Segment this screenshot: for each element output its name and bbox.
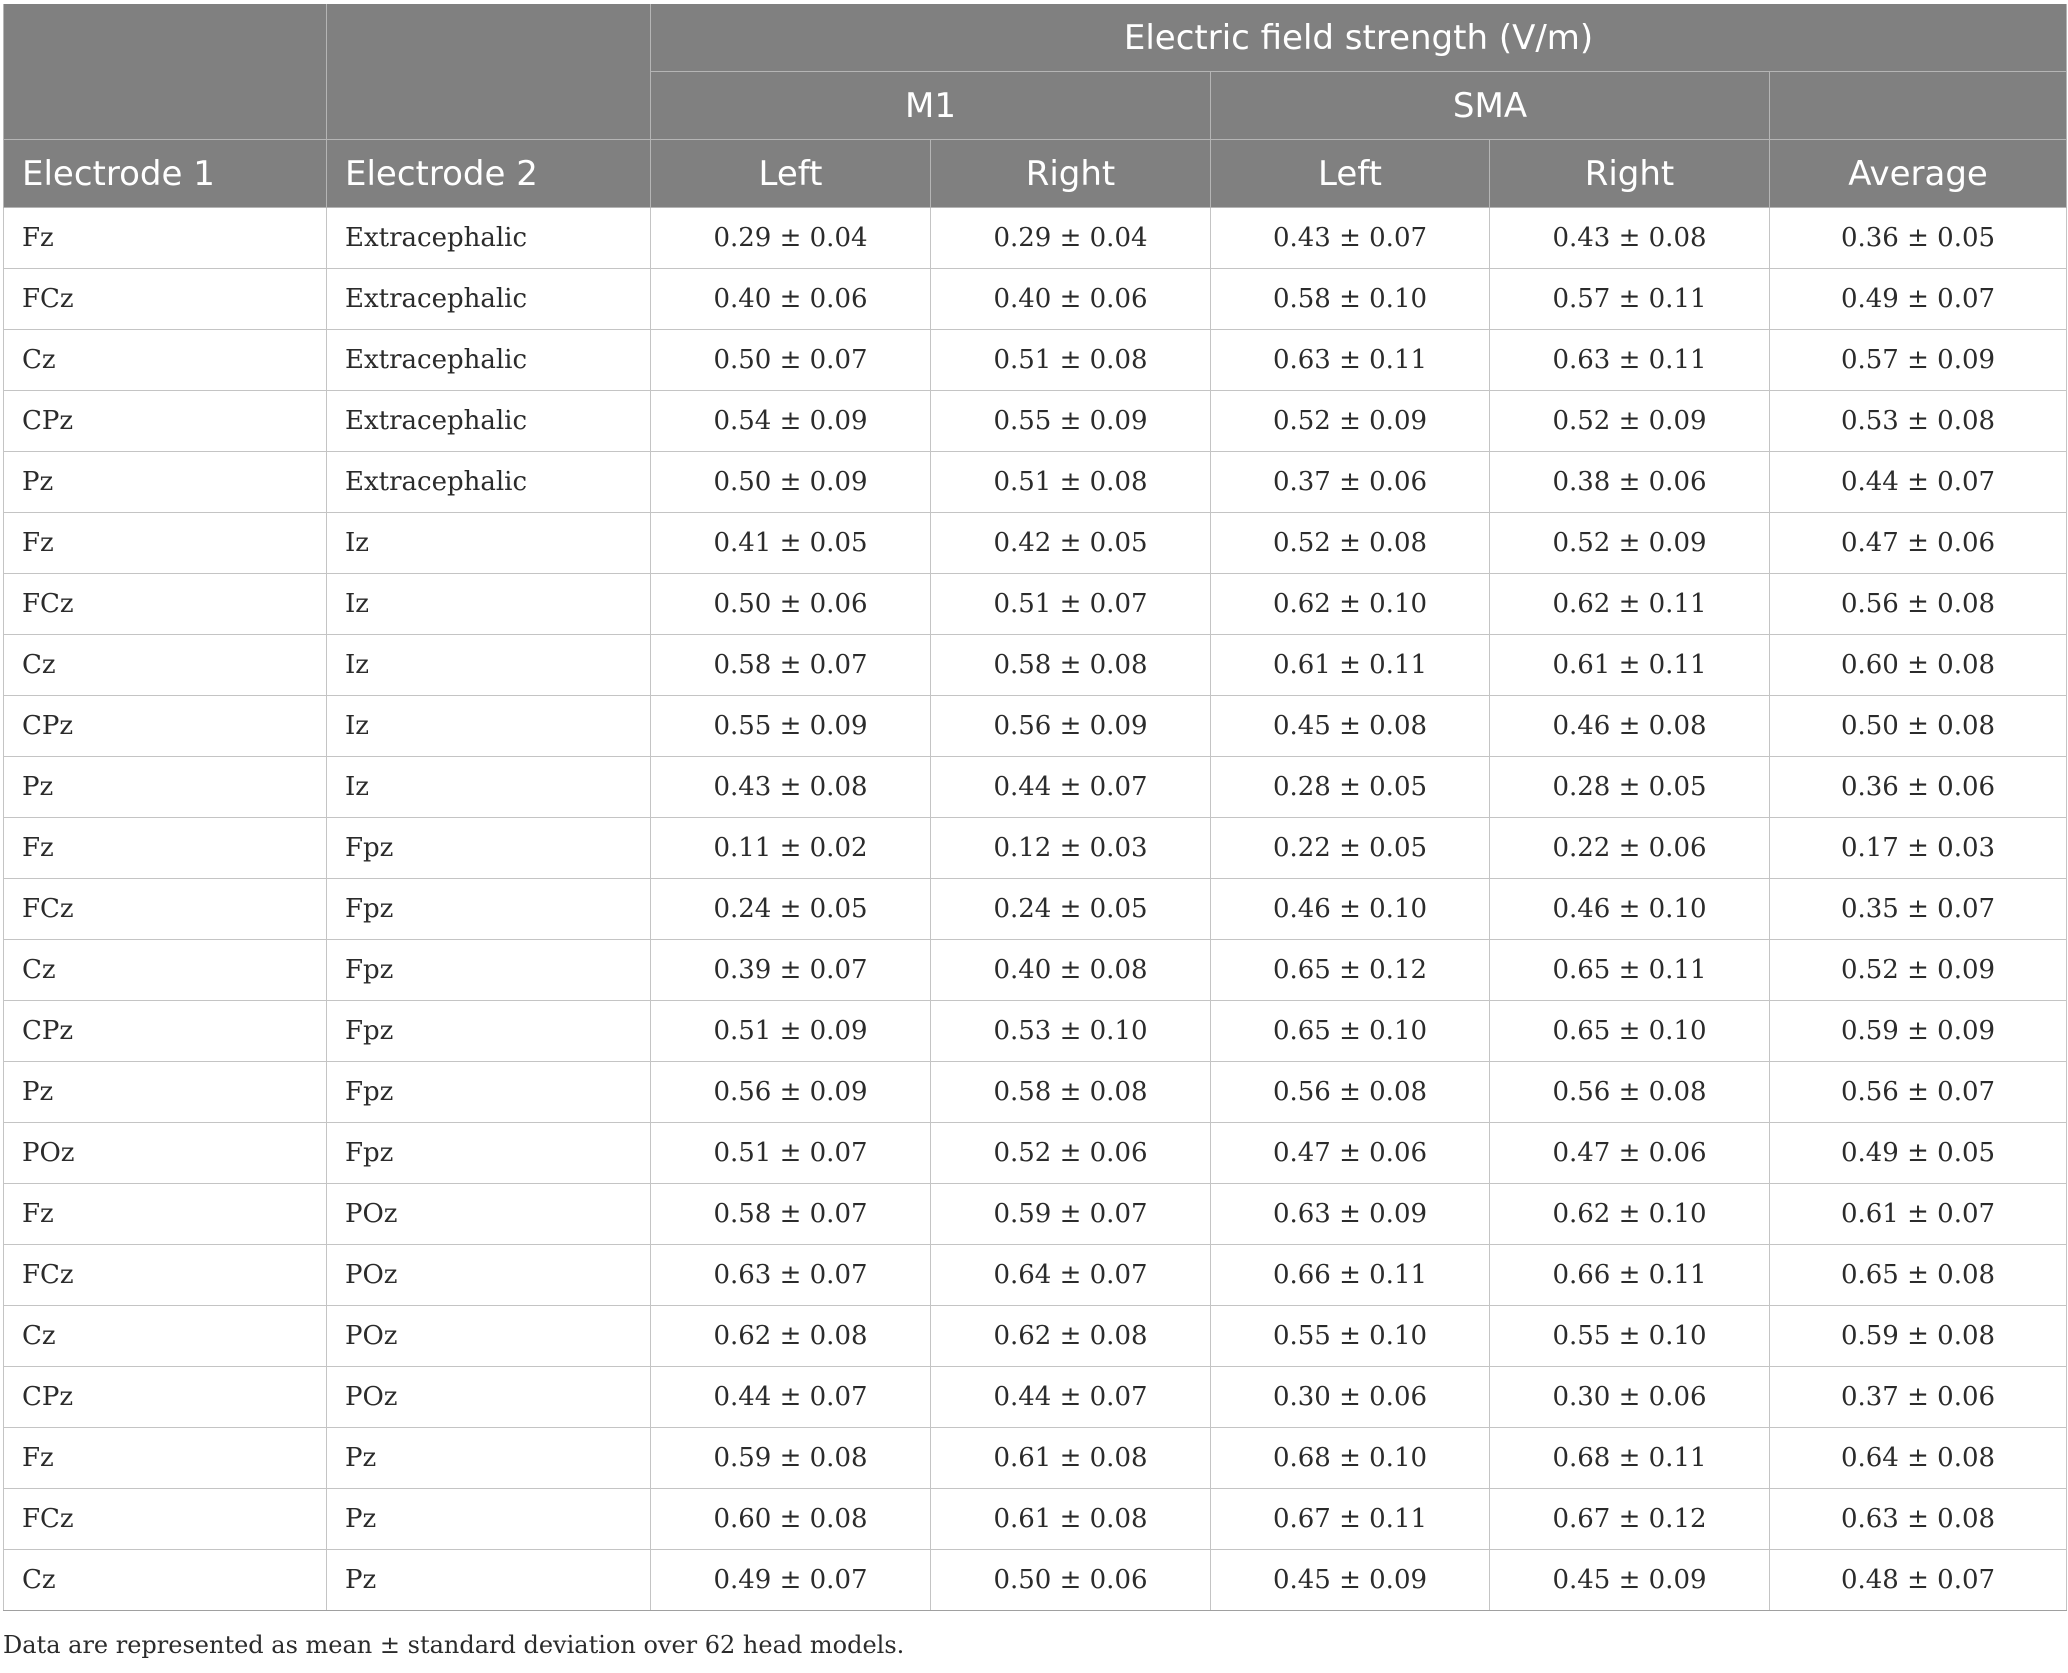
cell-electrode-1: FCz xyxy=(4,574,327,635)
cell-m1-left: 0.58 ± 0.07 xyxy=(651,635,931,696)
table-row xyxy=(4,1550,2067,1611)
cell-electrode-2: Pz xyxy=(327,1428,651,1489)
cell-m1-right: 0.64 ± 0.07 xyxy=(931,1245,1211,1306)
cell-m1-left: 0.43 ± 0.08 xyxy=(651,757,931,818)
cell-sma-right: 0.43 ± 0.08 xyxy=(1490,208,1770,269)
cell-sma-right: 0.66 ± 0.11 xyxy=(1490,1245,1770,1306)
cell-average: 0.57 ± 0.09 xyxy=(1770,330,2067,391)
cell-m1-right: 0.40 ± 0.06 xyxy=(931,269,1211,330)
cell-electrode-2: Iz xyxy=(327,513,651,574)
cell-electrode-1: Pz xyxy=(4,757,327,818)
table-row xyxy=(4,635,2067,696)
cell-electrode-1: Cz xyxy=(4,635,327,696)
cell-electrode-1: FCz xyxy=(4,1489,327,1550)
table-row xyxy=(4,1245,2067,1306)
cell-average: 0.49 ± 0.07 xyxy=(1770,269,2067,330)
cell-sma-right: 0.67 ± 0.12 xyxy=(1490,1489,1770,1550)
cell-average: 0.61 ± 0.07 xyxy=(1770,1184,2067,1245)
cell-electrode-2: POz xyxy=(327,1306,651,1367)
cell-m1-left: 0.62 ± 0.08 xyxy=(651,1306,931,1367)
cell-m1-left: 0.54 ± 0.09 xyxy=(651,391,931,452)
table-row xyxy=(4,696,2067,757)
cell-sma-right: 0.52 ± 0.09 xyxy=(1490,391,1770,452)
header-sma: SMA xyxy=(1211,72,1770,140)
cell-average: 0.52 ± 0.09 xyxy=(1770,940,2067,1001)
cell-sma-right: 0.56 ± 0.08 xyxy=(1490,1062,1770,1123)
cell-electrode-1: Pz xyxy=(4,1062,327,1123)
electric-field-table xyxy=(3,4,2067,1611)
cell-sma-right: 0.65 ± 0.11 xyxy=(1490,940,1770,1001)
cell-m1-right: 0.58 ± 0.08 xyxy=(931,1062,1211,1123)
header-row-columns xyxy=(4,140,2067,208)
cell-sma-left: 0.56 ± 0.08 xyxy=(1211,1062,1490,1123)
cell-electrode-2: Iz xyxy=(327,757,651,818)
cell-electrode-1: CPz xyxy=(4,1001,327,1062)
cell-sma-right: 0.61 ± 0.11 xyxy=(1490,635,1770,696)
table-row xyxy=(4,1001,2067,1062)
cell-sma-right: 0.46 ± 0.10 xyxy=(1490,879,1770,940)
cell-electrode-2: POz xyxy=(327,1184,651,1245)
cell-m1-left: 0.55 ± 0.09 xyxy=(651,696,931,757)
cell-electrode-1: CPz xyxy=(4,1367,327,1428)
cell-electrode-1: CPz xyxy=(4,696,327,757)
header-blank-3 xyxy=(1770,72,2067,140)
cell-m1-left: 0.24 ± 0.05 xyxy=(651,879,931,940)
table-row xyxy=(4,391,2067,452)
cell-sma-left: 0.52 ± 0.08 xyxy=(1211,513,1490,574)
cell-sma-left: 0.58 ± 0.10 xyxy=(1211,269,1490,330)
cell-electrode-2: Pz xyxy=(327,1550,651,1611)
cell-electrode-2: Fpz xyxy=(327,818,651,879)
cell-sma-left: 0.65 ± 0.12 xyxy=(1211,940,1490,1001)
cell-electrode-1: Fz xyxy=(4,818,327,879)
cell-m1-right: 0.24 ± 0.05 xyxy=(931,879,1211,940)
cell-average: 0.35 ± 0.07 xyxy=(1770,879,2067,940)
cell-average: 0.56 ± 0.08 xyxy=(1770,574,2067,635)
cell-electrode-2: Fpz xyxy=(327,1062,651,1123)
cell-average: 0.47 ± 0.06 xyxy=(1770,513,2067,574)
table-row xyxy=(4,1489,2067,1550)
table-row xyxy=(4,757,2067,818)
cell-m1-right: 0.55 ± 0.09 xyxy=(931,391,1211,452)
cell-average: 0.65 ± 0.08 xyxy=(1770,1245,2067,1306)
cell-electrode-2: Iz xyxy=(327,635,651,696)
cell-electrode-2: Iz xyxy=(327,696,651,757)
cell-electrode-1: Cz xyxy=(4,1306,327,1367)
cell-m1-right: 0.40 ± 0.08 xyxy=(931,940,1211,1001)
header-blank-2 xyxy=(327,4,651,140)
table-row xyxy=(4,1306,2067,1367)
cell-m1-right: 0.61 ± 0.08 xyxy=(931,1489,1211,1550)
cell-m1-left: 0.50 ± 0.07 xyxy=(651,330,931,391)
table-body xyxy=(4,208,2067,1611)
cell-average: 0.60 ± 0.08 xyxy=(1770,635,2067,696)
cell-m1-right: 0.52 ± 0.06 xyxy=(931,1123,1211,1184)
cell-electrode-1: Fz xyxy=(4,208,327,269)
cell-sma-left: 0.45 ± 0.08 xyxy=(1211,696,1490,757)
cell-sma-right: 0.28 ± 0.05 xyxy=(1490,757,1770,818)
cell-m1-left: 0.40 ± 0.06 xyxy=(651,269,931,330)
cell-average: 0.63 ± 0.08 xyxy=(1770,1489,2067,1550)
cell-sma-right: 0.30 ± 0.06 xyxy=(1490,1367,1770,1428)
cell-m1-right: 0.62 ± 0.08 xyxy=(931,1306,1211,1367)
cell-m1-left: 0.59 ± 0.08 xyxy=(651,1428,931,1489)
cell-sma-left: 0.52 ± 0.09 xyxy=(1211,391,1490,452)
cell-sma-right: 0.68 ± 0.11 xyxy=(1490,1428,1770,1489)
cell-electrode-2: POz xyxy=(327,1367,651,1428)
cell-m1-right: 0.56 ± 0.09 xyxy=(931,696,1211,757)
cell-electrode-1: Cz xyxy=(4,1550,327,1611)
cell-average: 0.50 ± 0.08 xyxy=(1770,696,2067,757)
table-row xyxy=(4,574,2067,635)
cell-m1-left: 0.58 ± 0.07 xyxy=(651,1184,931,1245)
cell-sma-right: 0.45 ± 0.09 xyxy=(1490,1550,1770,1611)
cell-m1-right: 0.12 ± 0.03 xyxy=(931,818,1211,879)
cell-electrode-1: Cz xyxy=(4,940,327,1001)
table-row xyxy=(4,1123,2067,1184)
cell-sma-left: 0.67 ± 0.11 xyxy=(1211,1489,1490,1550)
cell-sma-left: 0.66 ± 0.11 xyxy=(1211,1245,1490,1306)
header-average: Average xyxy=(1770,140,2067,208)
table-row xyxy=(4,1184,2067,1245)
cell-sma-left: 0.45 ± 0.09 xyxy=(1211,1550,1490,1611)
cell-sma-left: 0.47 ± 0.06 xyxy=(1211,1123,1490,1184)
cell-average: 0.49 ± 0.05 xyxy=(1770,1123,2067,1184)
cell-m1-left: 0.49 ± 0.07 xyxy=(651,1550,931,1611)
cell-sma-left: 0.43 ± 0.07 xyxy=(1211,208,1490,269)
cell-m1-right: 0.51 ± 0.08 xyxy=(931,452,1211,513)
cell-electrode-2: Extracephalic xyxy=(327,452,651,513)
cell-average: 0.36 ± 0.06 xyxy=(1770,757,2067,818)
cell-average: 0.64 ± 0.08 xyxy=(1770,1428,2067,1489)
cell-electrode-2: Fpz xyxy=(327,1001,651,1062)
table-row xyxy=(4,330,2067,391)
table-row xyxy=(4,208,2067,269)
cell-electrode-2: Pz xyxy=(327,1489,651,1550)
table-row xyxy=(4,818,2067,879)
header-group-title: Electric field strength (V/m) xyxy=(651,4,2067,72)
cell-sma-right: 0.46 ± 0.08 xyxy=(1490,696,1770,757)
cell-electrode-1: CPz xyxy=(4,391,327,452)
cell-m1-right: 0.53 ± 0.10 xyxy=(931,1001,1211,1062)
cell-sma-left: 0.62 ± 0.10 xyxy=(1211,574,1490,635)
cell-electrode-2: Iz xyxy=(327,574,651,635)
cell-electrode-1: Pz xyxy=(4,452,327,513)
cell-sma-left: 0.55 ± 0.10 xyxy=(1211,1306,1490,1367)
cell-sma-right: 0.55 ± 0.10 xyxy=(1490,1306,1770,1367)
cell-average: 0.59 ± 0.08 xyxy=(1770,1306,2067,1367)
cell-m1-left: 0.51 ± 0.07 xyxy=(651,1123,931,1184)
cell-m1-left: 0.50 ± 0.06 xyxy=(651,574,931,635)
table-row xyxy=(4,879,2067,940)
table-header xyxy=(4,4,2067,208)
cell-average: 0.36 ± 0.05 xyxy=(1770,208,2067,269)
cell-m1-right: 0.44 ± 0.07 xyxy=(931,1367,1211,1428)
cell-m1-right: 0.61 ± 0.08 xyxy=(931,1428,1211,1489)
cell-sma-left: 0.61 ± 0.11 xyxy=(1211,635,1490,696)
cell-average: 0.59 ± 0.09 xyxy=(1770,1001,2067,1062)
cell-average: 0.48 ± 0.07 xyxy=(1770,1550,2067,1611)
cell-sma-right: 0.65 ± 0.10 xyxy=(1490,1001,1770,1062)
header-m1-left: Left xyxy=(651,140,931,208)
header-m1-right: Right xyxy=(931,140,1211,208)
cell-m1-left: 0.63 ± 0.07 xyxy=(651,1245,931,1306)
cell-sma-left: 0.63 ± 0.11 xyxy=(1211,330,1490,391)
header-electrode-1: Electrode 1 xyxy=(4,140,327,208)
header-sma-right: Right xyxy=(1490,140,1770,208)
cell-electrode-2: POz xyxy=(327,1245,651,1306)
cell-m1-right: 0.51 ± 0.07 xyxy=(931,574,1211,635)
cell-electrode-1: Fz xyxy=(4,513,327,574)
cell-electrode-1: Fz xyxy=(4,1428,327,1489)
cell-electrode-1: Fz xyxy=(4,1184,327,1245)
cell-electrode-1: FCz xyxy=(4,1245,327,1306)
cell-m1-right: 0.51 ± 0.08 xyxy=(931,330,1211,391)
cell-sma-left: 0.46 ± 0.10 xyxy=(1211,879,1490,940)
cell-electrode-1: FCz xyxy=(4,269,327,330)
cell-m1-left: 0.44 ± 0.07 xyxy=(651,1367,931,1428)
cell-m1-right: 0.58 ± 0.08 xyxy=(931,635,1211,696)
cell-sma-right: 0.62 ± 0.10 xyxy=(1490,1184,1770,1245)
cell-m1-left: 0.41 ± 0.05 xyxy=(651,513,931,574)
cell-sma-left: 0.22 ± 0.05 xyxy=(1211,818,1490,879)
cell-m1-left: 0.29 ± 0.04 xyxy=(651,208,931,269)
cell-average: 0.56 ± 0.07 xyxy=(1770,1062,2067,1123)
table-row xyxy=(4,452,2067,513)
table-row xyxy=(4,1367,2067,1428)
cell-sma-right: 0.57 ± 0.11 xyxy=(1490,269,1770,330)
cell-m1-left: 0.56 ± 0.09 xyxy=(651,1062,931,1123)
cell-average: 0.17 ± 0.03 xyxy=(1770,818,2067,879)
cell-average: 0.44 ± 0.07 xyxy=(1770,452,2067,513)
cell-electrode-2: Extracephalic xyxy=(327,208,651,269)
cell-m1-right: 0.50 ± 0.06 xyxy=(931,1550,1211,1611)
cell-average: 0.53 ± 0.08 xyxy=(1770,391,2067,452)
header-blank-1 xyxy=(4,4,327,140)
cell-sma-left: 0.30 ± 0.06 xyxy=(1211,1367,1490,1428)
table-row xyxy=(4,269,2067,330)
cell-sma-right: 0.47 ± 0.06 xyxy=(1490,1123,1770,1184)
cell-sma-left: 0.28 ± 0.05 xyxy=(1211,757,1490,818)
cell-electrode-1: POz xyxy=(4,1123,327,1184)
cell-sma-left: 0.37 ± 0.06 xyxy=(1211,452,1490,513)
cell-electrode-2: Extracephalic xyxy=(327,391,651,452)
header-sma-left: Left xyxy=(1211,140,1490,208)
header-electrode-2: Electrode 2 xyxy=(327,140,651,208)
cell-m1-left: 0.51 ± 0.09 xyxy=(651,1001,931,1062)
cell-sma-right: 0.38 ± 0.06 xyxy=(1490,452,1770,513)
cell-m1-right: 0.59 ± 0.07 xyxy=(931,1184,1211,1245)
cell-average: 0.37 ± 0.06 xyxy=(1770,1367,2067,1428)
table-row xyxy=(4,940,2067,1001)
table-row xyxy=(4,1062,2067,1123)
table-footnote: Data are represented as mean ± standard deviation over 62 head models. xyxy=(3,1631,905,1659)
cell-m1-left: 0.50 ± 0.09 xyxy=(651,452,931,513)
cell-sma-left: 0.65 ± 0.10 xyxy=(1211,1001,1490,1062)
cell-electrode-2: Extracephalic xyxy=(327,269,651,330)
cell-sma-left: 0.63 ± 0.09 xyxy=(1211,1184,1490,1245)
cell-sma-right: 0.63 ± 0.11 xyxy=(1490,330,1770,391)
cell-m1-right: 0.44 ± 0.07 xyxy=(931,757,1211,818)
header-m1: M1 xyxy=(651,72,1211,140)
cell-m1-right: 0.29 ± 0.04 xyxy=(931,208,1211,269)
table-container xyxy=(3,4,2066,1611)
cell-m1-left: 0.60 ± 0.08 xyxy=(651,1489,931,1550)
cell-electrode-2: Extracephalic xyxy=(327,330,651,391)
cell-electrode-1: Cz xyxy=(4,330,327,391)
cell-electrode-2: Fpz xyxy=(327,940,651,1001)
cell-sma-right: 0.62 ± 0.11 xyxy=(1490,574,1770,635)
header-row-group xyxy=(4,4,2067,72)
cell-m1-left: 0.11 ± 0.02 xyxy=(651,818,931,879)
cell-m1-right: 0.42 ± 0.05 xyxy=(931,513,1211,574)
cell-electrode-1: FCz xyxy=(4,879,327,940)
cell-sma-right: 0.22 ± 0.06 xyxy=(1490,818,1770,879)
cell-electrode-2: Fpz xyxy=(327,879,651,940)
table-row xyxy=(4,1428,2067,1489)
cell-sma-right: 0.52 ± 0.09 xyxy=(1490,513,1770,574)
cell-sma-left: 0.68 ± 0.10 xyxy=(1211,1428,1490,1489)
table-row xyxy=(4,513,2067,574)
cell-electrode-2: Fpz xyxy=(327,1123,651,1184)
cell-m1-left: 0.39 ± 0.07 xyxy=(651,940,931,1001)
